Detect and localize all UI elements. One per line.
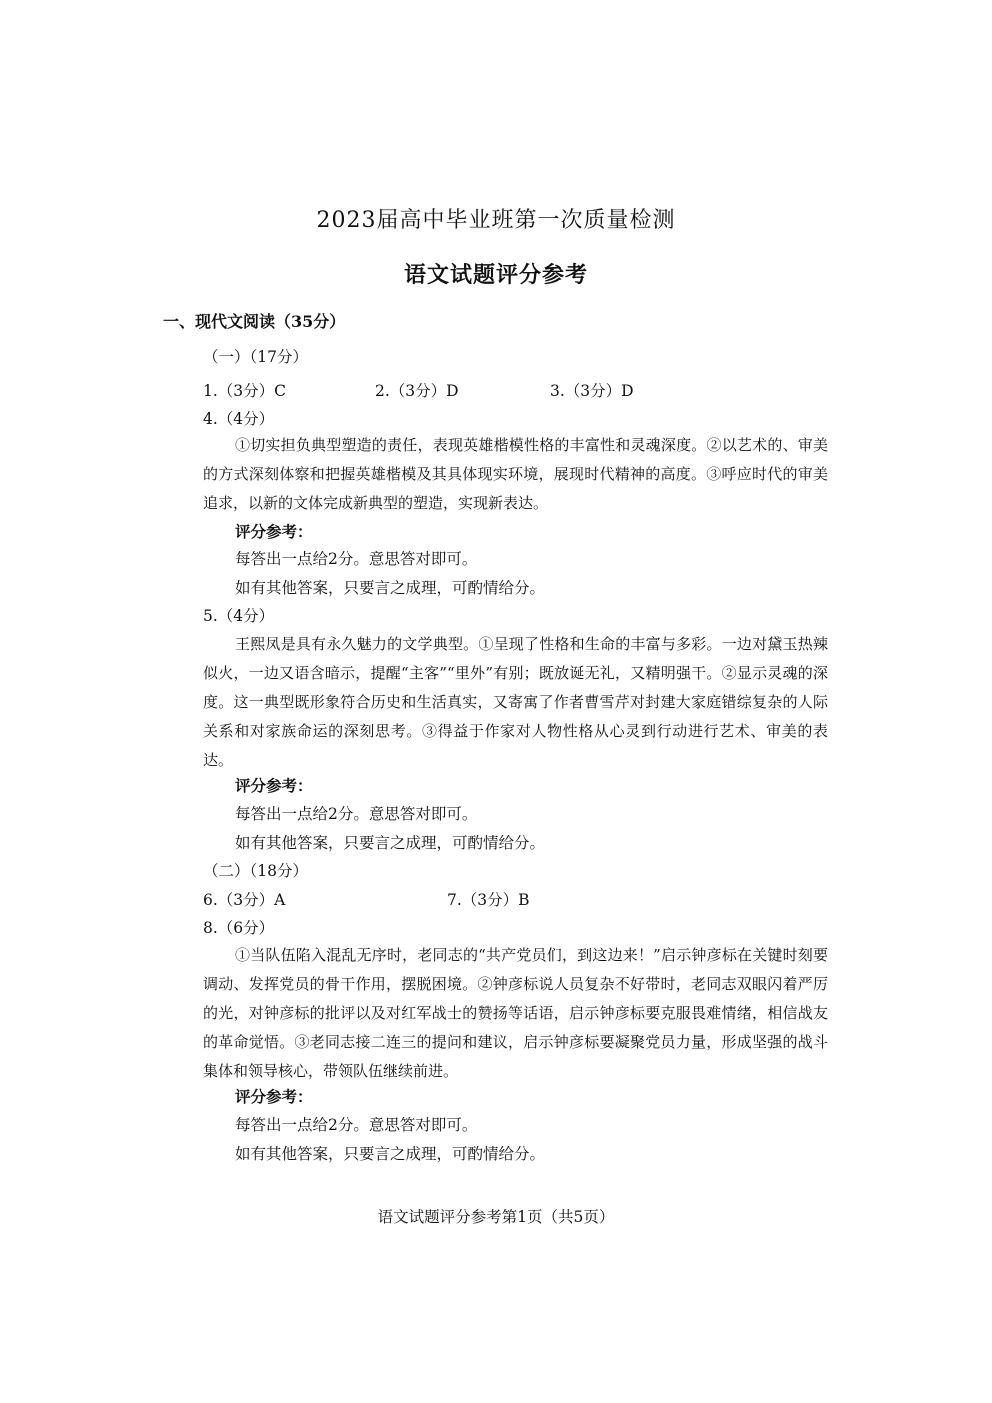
q8-grading-label: 评分参考：: [235, 1087, 313, 1106]
answer-q6: 6.（3分）A: [203, 891, 286, 909]
answer-q1: 1.（3分）C: [203, 382, 287, 400]
answer-q7: 7.（3分）B: [447, 891, 530, 909]
q8-label: 8.（6分）: [203, 919, 275, 937]
part1-label: （一）（17分）: [203, 348, 308, 366]
q8-grading-1: 每答出一点给2分。意思答对即可。: [235, 1116, 478, 1134]
q8-answer: ①当队伍陷入混乱无序时，老同志的“共产党员们，到这边来！”启示钟彦标在关键时刻要调动、发挥党员的骨干作用，摆脱困境。②钟彦标说人员复杂不好带时，老同志双眼闪着严厉的光，对钟彦标的批评以及对红军战士的赞扬等话语，启示钟彦标要克服畏难情绪，相信战友的革命觉悟。③老同志接二连三的提问和建议，启示钟彦标要凝聚党员力量，形成坚强的战斗集体和领导核心，带领队伍继续前进。: [203, 946, 828, 1080]
q5-answer: 王熙凤是具有永久魅力的文学典型。①呈现了性格和生命的丰富与多彩。一边对黛玉热辣似火，一边又语含暗示，提醒“主客”“里外”有别；既放诞无礼，又精明强干。②显示灵魂的深度。这一典型既形象符合历史和生活真实，又寄寓了作者曹雪芹对封建大家庭错综复杂的人际关系和对家族命运的深刻思考。③得益于作家对人物性格从心灵到行动进行艺术、审美的表达。: [203, 635, 828, 769]
document-title: 2023届高中毕业班第一次质量检测: [316, 208, 676, 233]
q4-label: 4.（4分）: [203, 410, 275, 428]
q5-grading-label: 评分参考：: [235, 776, 313, 795]
q4-answer: ①切实担负典型塑造的责任，表现英雄楷模性格的丰富性和灵魂深度。②以艺术的、审美的方式深刻体察和把握英雄楷模及其具体现实环境，展现时代精神的高度。③呼应时代的审美追求，以新的文体完成新典型的塑造，实现新表达。: [203, 436, 828, 512]
answer-q3: 3.（3分）D: [550, 382, 634, 400]
q5-label: 5.（4分）: [203, 607, 275, 625]
q4-grading-2: 如有其他答案，只要言之成理，可酌情给分。: [235, 579, 546, 597]
q5-grading-1: 每答出一点给2分。意思答对即可。: [235, 805, 478, 823]
q5-grading-2: 如有其他答案，只要言之成理，可酌情给分。: [235, 834, 546, 852]
part2-label: （二）（18分）: [203, 862, 308, 880]
page-footer: 语文试题评分参考第1页（共5页）: [377, 1208, 615, 1226]
section-heading: 一、现代文阅读（35分）: [163, 312, 346, 331]
answer-q2: 2.（3分）D: [375, 382, 459, 400]
q4-grading-label: 评分参考：: [235, 522, 313, 541]
document-subtitle: 语文试题评分参考: [403, 262, 588, 288]
q4-grading-1: 每答出一点给2分。意思答对即可。: [235, 550, 478, 568]
q8-grading-2: 如有其他答案，只要言之成理，可酌情给分。: [235, 1145, 546, 1163]
